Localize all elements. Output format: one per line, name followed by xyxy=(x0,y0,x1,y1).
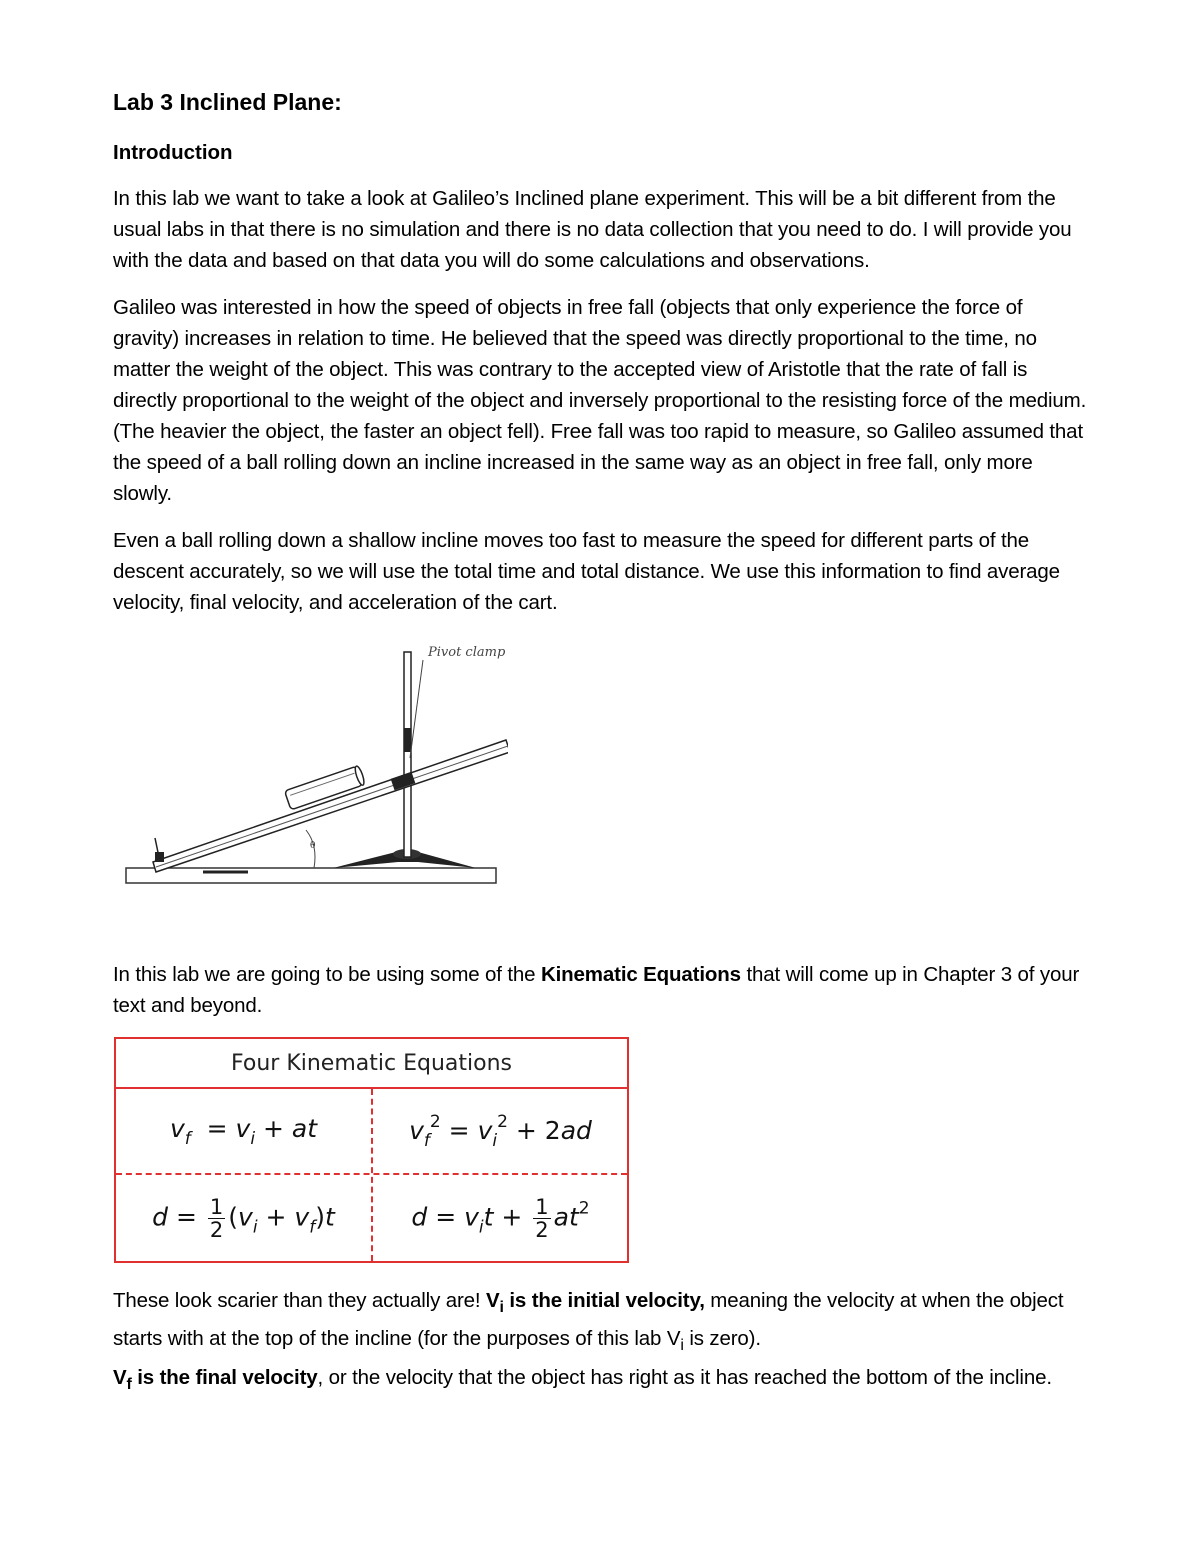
equation-vf-vi-at: $v_f = v_i$ + at xyxy=(169,1113,318,1149)
equations-table-title: Four Kinematic Equations xyxy=(116,1039,627,1089)
equation-vf-squared: $v_f^2 = v_i^2 + 2ad$ xyxy=(409,1111,592,1151)
intro-paragraph-3: Even a ball rolling down a shallow incline moves too fast to measure the speed for different parts of the descent accurately, so we will use the total time and total distance. We use this information to find average velocity, final velocity, and acceleration of the cart. xyxy=(113,529,1060,614)
document-title: Lab 3 Inclined Plane: xyxy=(113,89,342,115)
initial-velocity-paragraph: These look scarier than they actually are! $V_i$ is the initial velocity, meaning the velocity at when the object starts with at the top of the incline (for the purposes of this lab $V_i$ is zero). xyxy=(113,1289,1064,1354)
introduction-heading: Introduction xyxy=(113,141,233,164)
equation-d-average-velocity: d = $\frac{1}{2}$ $(v_i + v_f)t$ xyxy=(152,1194,335,1242)
final-velocity-paragraph: $V_f$ is the final velocity, or the velocity that the object has right as it has reached the bottom of the incline. xyxy=(113,1366,1052,1393)
kinematic-intro-paragraph: In this lab we are going to be using some of the Kinematic Equations that will come up in Chapter 3 of your text and beyond. xyxy=(113,963,1080,1017)
equation-d-vit-half-at2: $d = v_it$ + $\frac{1}{2}$ $at^2$ xyxy=(411,1194,590,1242)
intro-paragraph-1: In this lab we want to take a look at Galileo’s Inclined plane experiment. This will be a bit different from the usual labs in that there is no simulation and there is no data collection that you need to do. I will provide you with the data and based on that data you will do some calculations and observations. xyxy=(113,187,1072,272)
pivot-clamp-label: Pivot clamp xyxy=(428,645,506,660)
inclined-plane-figure xyxy=(118,640,508,890)
kinematic-equations-table xyxy=(114,1037,629,1263)
kinematic-equations-term: Kinematic Equations xyxy=(540,963,741,986)
intro-paragraph-2: Galileo was interested in how the speed of objects in free fall (objects that only experience the force of gravity) increases in relation to time. He believed that the speed was directly proportional to the time, no matter the weight of the object. This was contrary to the accepted view of Aristotle that the rate of fall is directly proportional to the weight of the object and inversely proportional to the resisting force of the medium. (The heavier the object, the faster an object fell). Free fall was too rapid to measure, so Galileo assumed that the speed of a ball rolling down an incline increased in the same way as an object in free fall, only more slowly. xyxy=(113,296,1087,505)
angle-label: θ xyxy=(310,841,316,851)
